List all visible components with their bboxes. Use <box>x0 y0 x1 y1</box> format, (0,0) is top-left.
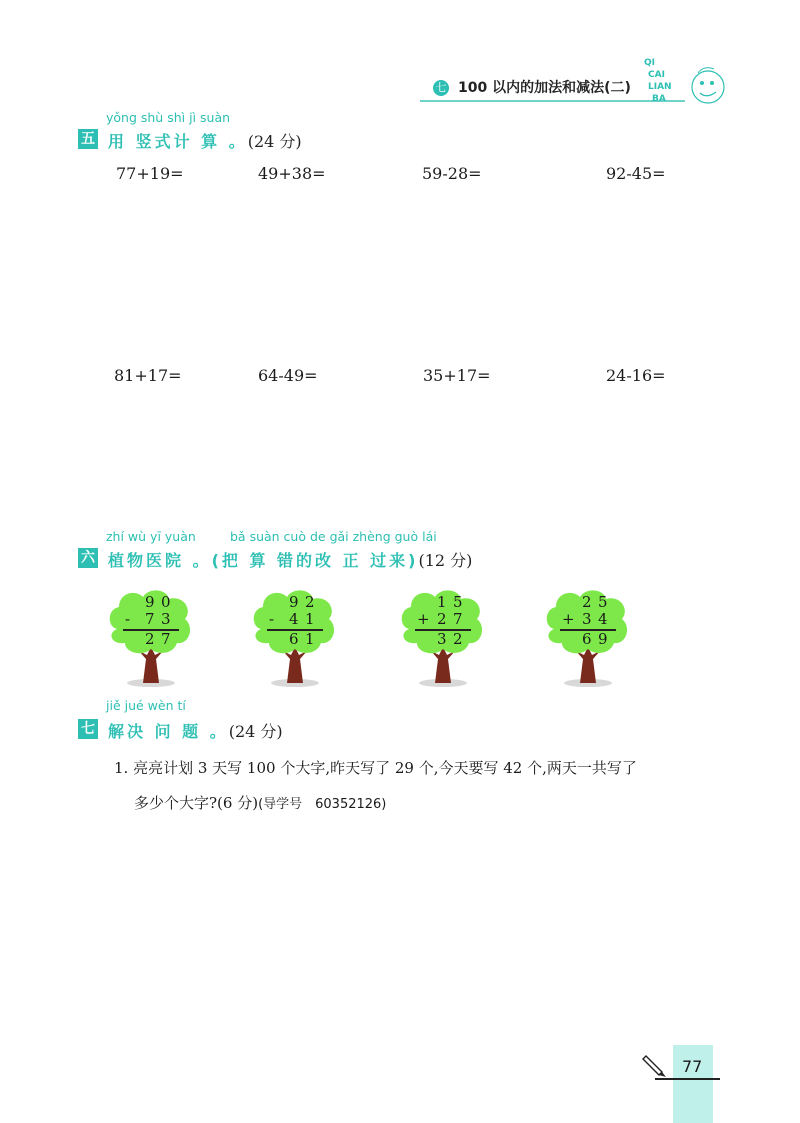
digit: 2 <box>453 630 463 648</box>
digit: 1 <box>305 610 315 628</box>
section6-pinyin-a: zhí wù yī yuàn <box>106 529 196 544</box>
section5-heading <box>108 129 302 152</box>
chapter-title: 100 以内的加法和减法(二) <box>458 80 631 96</box>
problem-7: 35+17= <box>423 366 491 385</box>
digit: 9 <box>289 593 299 611</box>
section7-heading <box>108 719 283 742</box>
section5-pinyin: yǒng shù shì jì suàn <box>106 110 231 125</box>
logo-lian: LIAN <box>648 82 672 92</box>
tree-problem-3 <box>393 589 493 689</box>
operator: - <box>125 610 131 628</box>
section6-title: 植物医院 。(把 算 错的改 正 过来) <box>108 551 419 570</box>
digit: 5 <box>598 593 608 611</box>
section7-score: (24 分) <box>228 722 283 741</box>
section7-pinyin: jiě jué wèn tí <box>106 698 186 713</box>
digit: 6 <box>582 630 592 648</box>
operator: + <box>562 610 575 628</box>
section5-title: 用 竖式计 算 。 <box>108 132 248 151</box>
operator: + <box>417 610 430 628</box>
guide-number: (导学号 60352126) <box>258 797 387 812</box>
vertical-calc <box>267 593 323 647</box>
operator: - <box>269 610 275 628</box>
digit: 7 <box>453 610 463 628</box>
digit: 3 <box>161 610 171 628</box>
logo-ba: BA <box>652 94 666 104</box>
qicailianba-logo-icon <box>640 55 740 115</box>
tree-problem-1 <box>101 589 201 689</box>
tree-problem-2 <box>245 589 345 689</box>
digit: 3 <box>437 630 447 648</box>
digit: 4 <box>289 610 299 628</box>
tree-problem-4 <box>538 589 638 689</box>
problem-6: 64-49= <box>258 366 318 385</box>
problem-1: 77+19= <box>116 164 184 183</box>
question-1-line-2 <box>134 793 386 815</box>
section6-badge: 六 <box>78 548 98 568</box>
section6-score: (12 分) <box>418 551 473 570</box>
page-number-rule <box>655 1078 720 1080</box>
section7-title: 解决 问 题 。 <box>108 722 229 741</box>
chapter-badge: 七 <box>433 80 449 96</box>
question-1-line-1: 1. 亮亮计划 3 天写 100 个大字,昨天写了 29 个,今天要写 42 个,两天一共写了 <box>114 759 637 777</box>
digit: 2 <box>145 630 155 648</box>
digit: 7 <box>145 610 155 628</box>
vertical-calc <box>415 593 471 647</box>
section6-pinyin-b: bǎ suàn cuò de gǎi zhèng guò lái <box>230 529 437 544</box>
digit: 7 <box>161 630 171 648</box>
digit: 1 <box>305 630 315 648</box>
section7-badge: 七 <box>78 719 98 739</box>
problem-8: 24-16= <box>606 366 666 385</box>
section5-badge: 五 <box>78 129 98 149</box>
digit: 2 <box>437 610 447 628</box>
logo-cai: CAI <box>648 70 665 80</box>
digit: 6 <box>289 630 299 648</box>
digit: 1 <box>437 593 447 611</box>
vertical-calc <box>560 593 616 647</box>
digit: 9 <box>598 630 608 648</box>
section5-score: (24 分) <box>247 132 302 151</box>
digit: 9 <box>145 593 155 611</box>
digit: 2 <box>305 593 315 611</box>
problem-3: 59-28= <box>422 164 482 183</box>
question-1-prompt: 多少个大字?(6 分) <box>134 794 259 812</box>
digit: 4 <box>598 610 608 628</box>
section6-heading <box>108 548 472 571</box>
digit: 0 <box>161 593 171 611</box>
digit: 2 <box>582 593 592 611</box>
digit: 5 <box>453 593 463 611</box>
logo-qi: QI <box>644 58 655 68</box>
vertical-calc <box>123 593 179 647</box>
problem-4: 92-45= <box>606 164 666 183</box>
page-number: 77 <box>682 1057 703 1076</box>
problem-5: 81+17= <box>114 366 182 385</box>
problem-2: 49+38= <box>258 164 326 183</box>
digit: 3 <box>582 610 592 628</box>
